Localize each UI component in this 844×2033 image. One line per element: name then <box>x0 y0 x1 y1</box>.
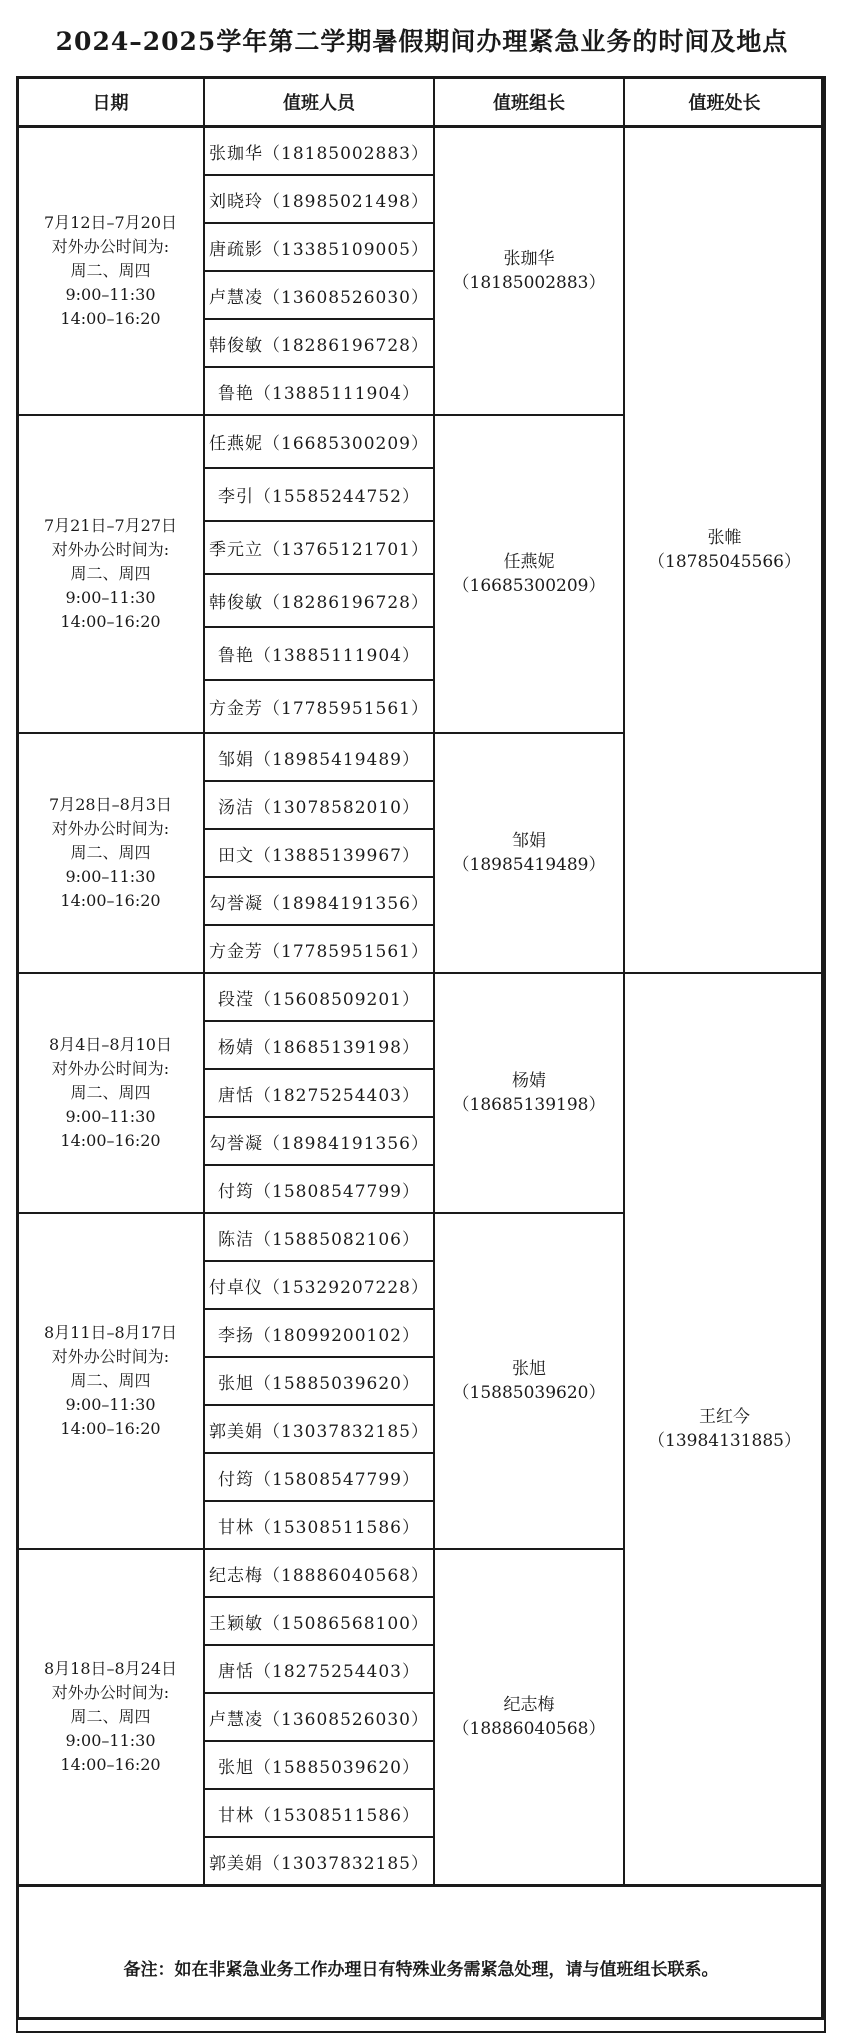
staff-member-cell: 李扬（18099200102） <box>204 1309 434 1357</box>
staff-member-cell: 张旭（15885039620） <box>204 1741 434 1789</box>
staff-member-cell: 付筠（15808547799） <box>204 1453 434 1501</box>
director-phone: （18785045566） <box>648 552 801 572</box>
duty-date-line: 周二、周四 <box>70 1083 151 1102</box>
duty-date-line: 7月12日–7月20日 <box>43 213 178 232</box>
duty-date-line: 对外办公时间为: <box>51 540 170 559</box>
duty-date-line: 14:00–16:20 <box>60 309 161 328</box>
staff-member-cell: 季元立（13765121701） <box>204 521 434 574</box>
team-leader-phone: （18685139198） <box>452 1095 606 1115</box>
team-leader-phone: （18886040568） <box>452 1719 606 1739</box>
duty-date-line: 对外办公时间为: <box>51 1347 170 1366</box>
team-leader-name: 张珈华 <box>503 249 555 269</box>
team-leader-name: 纪志梅 <box>503 1695 555 1715</box>
director-phone: （13984131885） <box>648 1431 801 1451</box>
staff-member-cell: 杨婧（18685139198） <box>204 1021 434 1069</box>
team-leader-phone: （15885039620） <box>452 1383 606 1403</box>
duty-date-line: 对外办公时间为: <box>51 1059 170 1078</box>
staff-member-cell: 唐疏影（13385109005） <box>204 223 434 271</box>
staff-member-cell: 鲁艳（13885111904） <box>204 627 434 680</box>
staff-member-cell: 任燕妮（16685300209） <box>204 415 434 468</box>
staff-member-cell: 纪志梅（18886040568） <box>204 1549 434 1597</box>
duty-date-line: 7月28日–8月3日 <box>49 795 172 814</box>
staff-member-cell: 勾誉凝（18984191356） <box>204 1117 434 1165</box>
staff-member-cell: 张珈华（18185002883） <box>204 127 434 176</box>
duty-date-line: 对外办公时间为: <box>51 1683 170 1702</box>
duty-date-line: 9:00–11:30 <box>65 285 156 304</box>
duty-date-line: 对外办公时间为: <box>51 819 170 838</box>
duty-date-line: 14:00–16:20 <box>60 1419 161 1438</box>
staff-member-cell: 韩俊敏（18286196728） <box>204 574 434 627</box>
duty-date-line: 周二、周四 <box>70 843 151 862</box>
staff-member-cell: 鲁艳（13885111904） <box>204 367 434 415</box>
staff-member-cell: 甘林（15308511586） <box>204 1501 434 1549</box>
director-name: 王红今 <box>699 1407 750 1427</box>
staff-member-cell: 卢慧凌（13608526030） <box>204 271 434 319</box>
staff-member-cell: 方金芳（17785951561） <box>204 925 434 973</box>
duty-date-line: 9:00–11:30 <box>65 1731 156 1750</box>
staff-member-cell: 韩俊敏（18286196728） <box>204 319 434 367</box>
duty-date-line: 7月21日–7月27日 <box>43 516 178 535</box>
staff-member-cell: 付卓仪（15329207228） <box>204 1261 434 1309</box>
duty-date-line: 14:00–16:20 <box>60 612 161 631</box>
team-leader-phone: （18985419489） <box>452 855 606 875</box>
staff-member-cell: 刘晓玲（18985021498） <box>204 175 434 223</box>
duty-date-line: 9:00–11:30 <box>65 1107 156 1126</box>
staff-member-cell: 田文（13885139967） <box>204 829 434 877</box>
director-name: 张帷 <box>707 528 742 548</box>
staff-member-cell: 段滢（15608509201） <box>204 973 434 1021</box>
staff-member-cell: 郭美娟（13037832185） <box>204 1837 434 1886</box>
header-staff: 值班人员 <box>204 78 434 127</box>
team-leader-name: 任燕妮 <box>503 552 555 572</box>
duty-date-line: 9:00–11:30 <box>65 867 156 886</box>
staff-member-cell: 李引（15585244752） <box>204 468 434 521</box>
team-leader-name: 张旭 <box>512 1359 546 1379</box>
duty-date-line: 周二、周四 <box>70 1707 151 1726</box>
staff-member-cell: 汤洁（13078582010） <box>204 781 434 829</box>
duty-date-line: 14:00–16:20 <box>60 1755 161 1774</box>
staff-member-cell: 郭美娟（13037832185） <box>204 1405 434 1453</box>
duty-date-line: 周二、周四 <box>70 564 151 583</box>
team-leader-phone: （16685300209） <box>452 576 606 596</box>
staff-member-cell: 张旭（15885039620） <box>204 1357 434 1405</box>
staff-member-cell: 王颖敏（15086568100） <box>204 1597 434 1645</box>
staff-member-cell: 邹娟（18985419489） <box>204 733 434 781</box>
staff-member-cell: 方金芳（17785951561） <box>204 680 434 733</box>
duty-date-line: 对外办公时间为: <box>51 237 170 256</box>
duty-date-line: 周二、周四 <box>70 261 151 280</box>
staff-member-cell: 卢慧凌（13608526030） <box>204 1693 434 1741</box>
header-leader: 值班组长 <box>434 78 624 127</box>
table-outer-frame <box>16 76 824 2020</box>
staff-member-cell: 勾誉凝（18984191356） <box>204 877 434 925</box>
duty-date-line: 14:00–16:20 <box>60 1131 161 1150</box>
document-title: 2024–2025学年第二学期暑假期间办理紧急业务的时间及地点 <box>55 27 789 56</box>
duty-date-line: 周二、周四 <box>70 1371 151 1390</box>
team-leader-phone: （18185002883） <box>452 273 606 293</box>
duty-date-line: 8月11日–8月17日 <box>43 1323 178 1342</box>
staff-member-cell: 陈洁（15885082106） <box>204 1213 434 1261</box>
team-leader-name: 邹娟 <box>512 831 546 851</box>
staff-member-cell: 唐恬（18275254403） <box>204 1069 434 1117</box>
duty-date-line: 8月18日–8月24日 <box>43 1659 178 1678</box>
header-director: 值班处长 <box>624 78 825 127</box>
staff-member-cell: 甘林（15308511586） <box>204 1789 434 1837</box>
staff-member-cell: 唐恬（18275254403） <box>204 1645 434 1693</box>
duty-date-line: 9:00–11:30 <box>65 588 156 607</box>
duty-date-line: 9:00–11:30 <box>65 1395 156 1414</box>
header-date: 日期 <box>17 78 204 127</box>
staff-member-cell: 付筠（15808547799） <box>204 1165 434 1213</box>
duty-date-line: 14:00–16:20 <box>60 891 161 910</box>
remark-note: 备注：如在非紧急业务工作办理日有特殊业务需紧急处理，请与值班组长联系。 <box>17 1886 825 2033</box>
duty-date-line: 8月4日–8月10日 <box>49 1035 172 1054</box>
team-leader-name: 杨婧 <box>512 1071 546 1091</box>
